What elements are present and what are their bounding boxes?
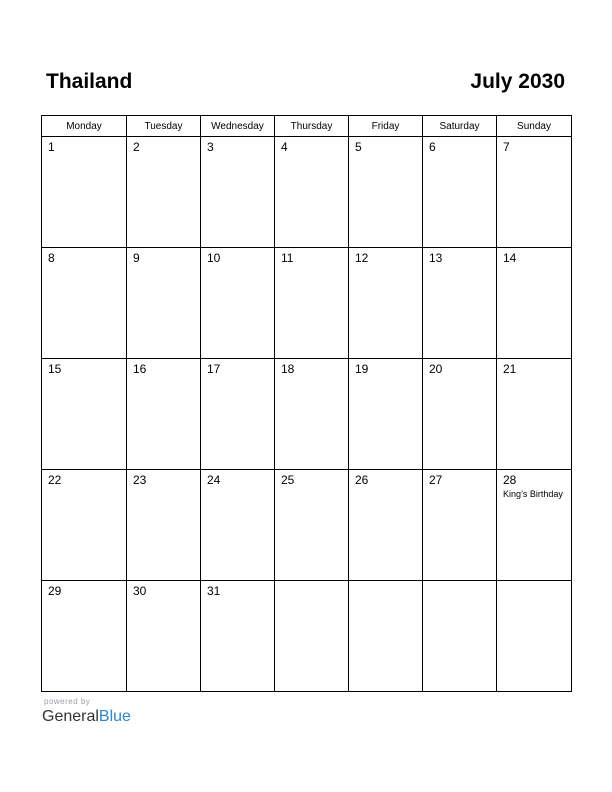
- weekday-header: Monday: [42, 116, 127, 137]
- week-row: [42, 581, 572, 692]
- day-cell: [497, 581, 572, 692]
- day-number: 12: [355, 251, 369, 265]
- day-cell: [275, 248, 349, 359]
- day-cell: [42, 470, 127, 581]
- day-number: 22: [48, 473, 62, 487]
- day-number: 15: [48, 362, 62, 376]
- day-number: 5: [355, 140, 362, 154]
- footer-brand: [42, 697, 131, 727]
- day-cell: [349, 470, 423, 581]
- day-cell: [275, 137, 349, 248]
- day-number: [275, 581, 348, 584]
- day-cell: [127, 470, 201, 581]
- day-cell: [42, 359, 127, 470]
- day-number: 19: [355, 362, 369, 376]
- day-number: 25: [281, 473, 295, 487]
- day-cell: [423, 581, 497, 692]
- day-number: 20: [429, 362, 443, 376]
- day-cell: [275, 359, 349, 470]
- day-cell: [349, 248, 423, 359]
- day-number: 7: [503, 140, 510, 154]
- day-number: 11: [281, 251, 294, 265]
- day-number: 18: [281, 362, 295, 376]
- day-number: [423, 581, 496, 584]
- day-number: 29: [48, 584, 62, 598]
- day-cell: [201, 359, 275, 470]
- day-number: [497, 581, 571, 584]
- day-cell: [275, 470, 349, 581]
- day-cell: [497, 248, 572, 359]
- day-number: 3: [207, 140, 214, 154]
- day-number: 28: [503, 473, 517, 487]
- day-number: 31: [207, 584, 221, 598]
- day-cell: [201, 137, 275, 248]
- day-number: 17: [207, 362, 221, 376]
- weekday-header-row: [42, 116, 572, 137]
- day-cell: [423, 248, 497, 359]
- brand-name-blue: Blue: [98, 708, 131, 725]
- day-number: 14: [503, 251, 517, 265]
- calendar-grid: [41, 115, 572, 692]
- day-number: [349, 581, 422, 584]
- day-cell: [42, 581, 127, 692]
- day-cell: [275, 581, 349, 692]
- day-cell: [497, 470, 572, 581]
- brand-name-general: General: [42, 708, 99, 725]
- day-number: 2: [133, 140, 140, 154]
- day-cell: [127, 359, 201, 470]
- weekday-header: Tuesday: [127, 116, 201, 137]
- day-number: 1: [48, 140, 55, 154]
- day-cell: [201, 581, 275, 692]
- day-number: 16: [133, 362, 147, 376]
- weekday-header: Sunday: [497, 116, 572, 137]
- weekday-header: Thursday: [275, 116, 349, 137]
- day-cell: [423, 137, 497, 248]
- day-cell: [127, 137, 201, 248]
- day-cell: [127, 581, 201, 692]
- week-row: [42, 470, 572, 581]
- day-cell: [201, 470, 275, 581]
- powered-by-text: powered by: [44, 697, 91, 706]
- day-cell: [349, 359, 423, 470]
- brand-logo: [42, 707, 131, 727]
- day-cell: [349, 581, 423, 692]
- day-number: 30: [133, 584, 147, 598]
- day-number: 21: [503, 362, 517, 376]
- week-row: [42, 359, 572, 470]
- day-cell: [201, 248, 275, 359]
- day-number: 27: [429, 473, 443, 487]
- day-number: 4: [281, 140, 288, 154]
- day-cell: [42, 248, 127, 359]
- day-number: 8: [48, 251, 55, 265]
- day-cell: [42, 137, 127, 248]
- day-number: 23: [133, 473, 147, 487]
- weekday-header: Saturday: [423, 116, 497, 137]
- day-cell: [497, 137, 572, 248]
- holiday-label: King’s Birthday: [503, 489, 563, 499]
- day-cell: [497, 359, 572, 470]
- day-number: 24: [207, 473, 221, 487]
- country-title: Thailand: [46, 70, 133, 93]
- day-cell: [349, 137, 423, 248]
- week-row: [42, 248, 572, 359]
- weekday-header: Wednesday: [201, 116, 275, 137]
- week-row: [42, 137, 572, 248]
- day-number: 9: [133, 251, 140, 265]
- day-number: 6: [429, 140, 436, 154]
- day-cell: [127, 248, 201, 359]
- weekday-header: Friday: [349, 116, 423, 137]
- day-cell: [423, 359, 497, 470]
- month-title: July 2030: [470, 70, 565, 93]
- day-cell: [423, 470, 497, 581]
- day-number: 13: [429, 251, 443, 265]
- day-number: 26: [355, 473, 369, 487]
- day-number: 10: [207, 251, 221, 265]
